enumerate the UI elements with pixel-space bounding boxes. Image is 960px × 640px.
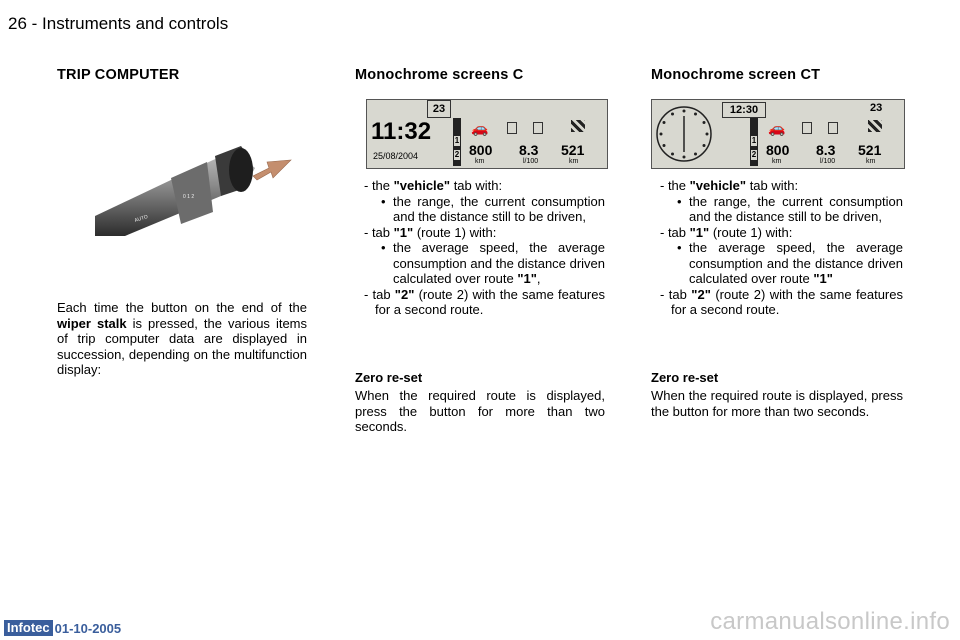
trip-computer-heading: TRIP COMPUTER	[57, 67, 180, 83]
wiper-stalk-illustration	[95, 138, 305, 236]
push-arrow-icon	[253, 160, 291, 180]
analog-clock-icon	[654, 104, 714, 164]
watermark: carmanualsonline.info	[710, 608, 950, 635]
print-date: 01-10-2005	[54, 620, 122, 636]
svg-text:0 1 2: 0 1 2	[183, 194, 195, 200]
item-tab-2: - tab "2" (route 2) with the same features for a second route.	[364, 286, 605, 317]
distance-value: 521	[561, 142, 585, 158]
footer	[4, 620, 121, 636]
screen-temp: 23	[427, 100, 451, 118]
screen-ct-heading: Monochrome screen CT	[651, 67, 821, 83]
consumption-value: 8.3	[816, 142, 836, 158]
screen-clock: 12:30	[722, 102, 766, 118]
screen-ct-display: 12:30 23 1 2 🚗 800 8.3 521 km l/100 km	[651, 99, 905, 169]
chequered-flag-icon	[868, 120, 882, 132]
screens-c-heading: Monochrome screens C	[355, 67, 524, 83]
screen-date: 25/08/2004	[373, 151, 419, 161]
consumption-value: 8.3	[519, 142, 539, 158]
screen-ct-list: - the "vehicle" tab with: • the range, the current consumption and the distance still to be driven, - tab "1" (route 1) with: • the average speed, the average consumption and the distance driven calculated over route "1" - tab "2" (route 2) with the same features for a second route.	[651, 178, 903, 318]
trip-computer-description: Each time the button on the end of the wiper stalk is pressed, the various items of trip computer data are displayed in succession, depending on the multifunction display:	[57, 300, 307, 377]
car-icon: 🚗	[768, 120, 786, 136]
fuel-icon	[507, 122, 517, 134]
tab-2: 2	[751, 150, 757, 159]
zero-reset-text-c: When the required route is displayed, press the button for more than two seconds.	[355, 388, 605, 434]
tab-2: 2	[454, 150, 460, 159]
screen-clock: 11:32	[371, 118, 432, 145]
infotec-logo: Infotec	[4, 620, 53, 636]
screens-c-list: - the "vehicle" tab with: • the range, the current consumption and the distance still to be driven, - tab "1" (route 1) with: • the average speed, the average consumption and the distance driven calculated over route "1", - tab "2" (route 2) with the same features for a second route.	[355, 178, 605, 318]
wiper-stalk-term: wiper stalk	[57, 315, 127, 331]
distance-value: 521	[858, 142, 882, 158]
range-icon	[828, 122, 838, 134]
zero-reset-heading-ct: Zero re-set	[651, 370, 719, 385]
page-number: 26	[8, 14, 27, 33]
zero-reset-heading-c: Zero re-set	[355, 370, 423, 385]
zero-reset-text-ct: When the required route is displayed, press the button for more than two seconds.	[651, 388, 903, 419]
item-tab-2: - tab "2" (route 2) with the same features for a second route.	[660, 286, 903, 317]
page-header: 26 - Instruments and controls	[8, 14, 229, 33]
car-icon: 🚗	[471, 120, 489, 136]
chequered-flag-icon	[571, 120, 585, 132]
tab-1: 1	[454, 136, 460, 145]
page-title: Instruments and controls	[42, 14, 229, 33]
range-value: 800	[469, 142, 493, 158]
tab-1: 1	[751, 136, 757, 145]
range-value: 800	[766, 142, 790, 158]
screen-c-display: 23 11:32 25/08/2004 1 2 🚗 800 8.3 521 km l/100 km	[366, 99, 608, 169]
range-icon	[533, 122, 543, 134]
screen-temp: 23	[870, 102, 883, 114]
svg-text:AUTO: AUTO	[133, 213, 149, 224]
fuel-icon	[802, 122, 812, 134]
